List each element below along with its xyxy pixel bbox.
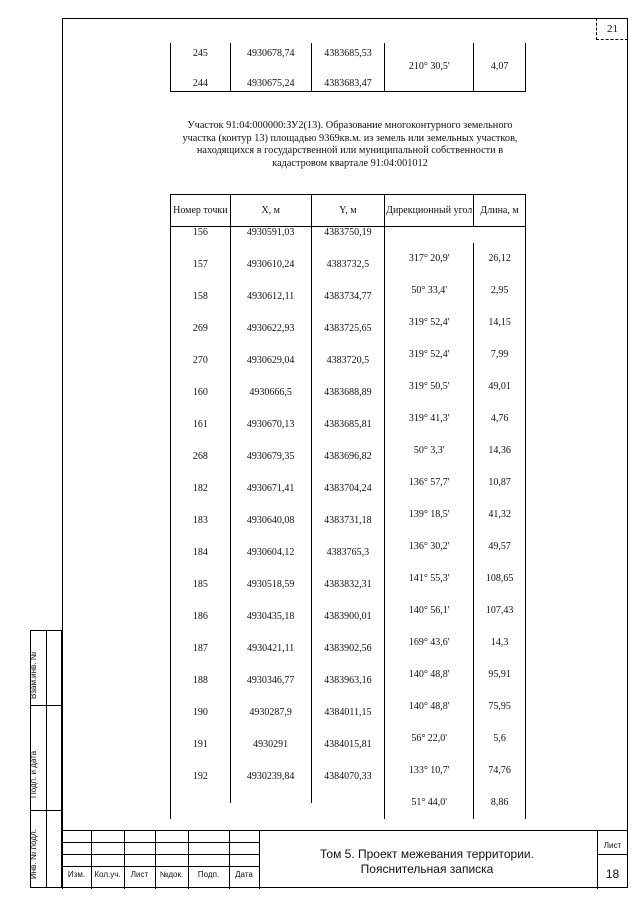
side-label-replace: Взам.инв. № bbox=[29, 651, 38, 699]
point-x: 4930346,77 bbox=[230, 675, 311, 707]
point-number: 157 bbox=[171, 259, 231, 291]
blank-cell bbox=[171, 803, 385, 819]
point-y: 4384015,81 bbox=[311, 739, 385, 771]
point-x: 4930591,03 bbox=[230, 227, 311, 259]
point-y: 4383731,18 bbox=[311, 515, 385, 547]
point-y: 4383685,81 bbox=[311, 419, 385, 451]
segment-length: 95,91 bbox=[474, 659, 526, 691]
point-y: 4383734,77 bbox=[311, 291, 385, 323]
segment-length: 14,3 bbox=[474, 627, 526, 659]
segment-angle: 319° 41,3' bbox=[385, 403, 474, 435]
side-cell-inventory bbox=[30, 810, 62, 888]
point-x: 4930671,41 bbox=[230, 483, 311, 515]
point-number: 187 bbox=[171, 643, 231, 675]
point-x: 4930287,9 bbox=[230, 707, 311, 739]
point-number: 184 bbox=[171, 547, 231, 579]
segment-angle: 319° 52,4' bbox=[385, 307, 474, 339]
segment-length: 14,36 bbox=[474, 435, 526, 467]
side-cell-signature bbox=[30, 705, 62, 811]
header-angle: Дирекционный угол bbox=[385, 195, 474, 227]
segment-angle: 50° 33,4' bbox=[385, 275, 474, 307]
point-x: 4930604,12 bbox=[230, 547, 311, 579]
segment-angle: 169° 43,6' bbox=[385, 627, 474, 659]
point-x: 4930610,24 bbox=[230, 259, 311, 291]
binding-column bbox=[30, 630, 63, 888]
segment-length: 4,07 bbox=[474, 43, 526, 91]
page-number-top: 21 bbox=[596, 18, 628, 40]
sheet-label: Лист bbox=[603, 841, 622, 850]
segment-length: 26,12 bbox=[474, 243, 526, 275]
segment-length: 4,76 bbox=[474, 403, 526, 435]
segment-angle: 141° 55,3' bbox=[385, 563, 474, 595]
point-number: 185 bbox=[171, 579, 231, 611]
point-y: 4383750,19 bbox=[311, 227, 385, 259]
point-x: 4930421,11 bbox=[230, 643, 311, 675]
point-y: 4383688,89 bbox=[311, 387, 385, 419]
segment-angle: 139° 18,5' bbox=[385, 499, 474, 531]
header-x: X, м bbox=[230, 195, 311, 227]
sheet-number: 18 bbox=[605, 867, 620, 881]
segment-angle: 133° 10,7' bbox=[385, 755, 474, 787]
segment-angle: 210° 30,5' bbox=[385, 43, 474, 91]
point-y: 4383725,65 bbox=[311, 323, 385, 355]
point-number: 192 bbox=[171, 771, 231, 803]
col-sheet: Лист bbox=[130, 870, 149, 879]
segment-length: 2,95 bbox=[474, 275, 526, 307]
segment-length: 108,65 bbox=[474, 563, 526, 595]
segment-length: 10,87 bbox=[474, 467, 526, 499]
point-x: 4930678,74 bbox=[230, 43, 311, 67]
col-count: Кол.уч. bbox=[94, 870, 121, 879]
point-y: 4383704,24 bbox=[311, 483, 385, 515]
point-x: 4930666,5 bbox=[230, 387, 311, 419]
point-x: 4930291 bbox=[230, 739, 311, 771]
segment-length: 41,32 bbox=[474, 499, 526, 531]
point-y: 4383685,53 bbox=[311, 43, 385, 67]
side-cell-replace bbox=[30, 630, 62, 706]
point-number: 158 bbox=[171, 291, 231, 323]
point-number: 156 bbox=[171, 227, 231, 259]
point-y: 4383900,01 bbox=[311, 611, 385, 643]
point-x: 4930518,59 bbox=[230, 579, 311, 611]
col-change: Изм. bbox=[67, 870, 86, 879]
point-x: 4930670,13 bbox=[230, 419, 311, 451]
segment-angle: 140° 48,8' bbox=[385, 659, 474, 691]
coordinates-table bbox=[170, 194, 526, 819]
point-number: 268 bbox=[171, 451, 231, 483]
point-y: 4383696,82 bbox=[311, 451, 385, 483]
revision-grid bbox=[62, 831, 259, 889]
segment-length: 14,15 bbox=[474, 307, 526, 339]
point-y: 4383832,31 bbox=[311, 579, 385, 611]
header-point-number: Номер точки bbox=[171, 195, 231, 227]
document-title-line1: Том 5. Проект межевания территории. bbox=[320, 847, 534, 861]
segment-angle: 136° 30,2' bbox=[385, 531, 474, 563]
header-length: Длина, м bbox=[474, 195, 526, 227]
point-number: 161 bbox=[171, 419, 231, 451]
point-y: 4383720,5 bbox=[311, 355, 385, 387]
segment-angle: 51° 44,0' bbox=[385, 787, 474, 819]
top-table bbox=[170, 43, 526, 92]
col-date: Дата bbox=[235, 870, 253, 879]
point-number: 160 bbox=[171, 387, 231, 419]
blank-cell bbox=[385, 227, 526, 243]
point-x: 4930435,18 bbox=[230, 611, 311, 643]
point-x: 4930622,93 bbox=[230, 323, 311, 355]
segment-angle: 140° 56,1' bbox=[385, 595, 474, 627]
point-x: 4930612,11 bbox=[230, 291, 311, 323]
segment-length: 49,01 bbox=[474, 371, 526, 403]
segment-angle: 319° 52,4' bbox=[385, 339, 474, 371]
point-number: 182 bbox=[171, 483, 231, 515]
segment-angle: 136° 57,7' bbox=[385, 467, 474, 499]
header-y: Y, м bbox=[311, 195, 385, 227]
point-y: 4383902,56 bbox=[311, 643, 385, 675]
segment-length: 8,86 bbox=[474, 787, 526, 819]
section-title: Участок 91:04:000000:ЗУ2(13). Образование многоконтурного земельного участка (контур 13) площадью 9369кв.м. из земель или земельных участков, находящихся в государственной или муниципальной собственности в кадастровом квартале 91:04:001012 bbox=[182, 120, 518, 169]
point-x: 4930675,24 bbox=[230, 67, 311, 91]
point-y: 4384011,15 bbox=[311, 707, 385, 739]
col-signature: Подп. bbox=[197, 870, 220, 879]
point-y: 4383683,47 bbox=[311, 67, 385, 91]
point-x: 4930239,84 bbox=[230, 771, 311, 803]
document-title bbox=[292, 847, 562, 877]
point-number: 191 bbox=[171, 739, 231, 771]
point-number: 269 bbox=[171, 323, 231, 355]
point-number: 244 bbox=[171, 67, 231, 91]
title-block bbox=[62, 830, 628, 888]
col-doc: №док. bbox=[159, 870, 184, 879]
point-y: 4384070,33 bbox=[311, 771, 385, 803]
segment-length: 49,57 bbox=[474, 531, 526, 563]
segment-length: 107,43 bbox=[474, 595, 526, 627]
point-number: 190 bbox=[171, 707, 231, 739]
point-number: 186 bbox=[171, 611, 231, 643]
segment-length: 5,6 bbox=[474, 723, 526, 755]
point-x: 4930679,35 bbox=[230, 451, 311, 483]
point-x: 4930629,04 bbox=[230, 355, 311, 387]
point-number: 188 bbox=[171, 675, 231, 707]
segment-angle: 140° 48,8' bbox=[385, 691, 474, 723]
segment-angle: 319° 50,5' bbox=[385, 371, 474, 403]
point-x: 4930640,08 bbox=[230, 515, 311, 547]
point-number: 245 bbox=[171, 43, 231, 67]
segment-angle: 50° 3,3' bbox=[385, 435, 474, 467]
segment-length: 74,76 bbox=[474, 755, 526, 787]
point-y: 4383765,3 bbox=[311, 547, 385, 579]
segment-angle: 317° 20,9' bbox=[385, 243, 474, 275]
segment-length: 75,95 bbox=[474, 691, 526, 723]
document-title-line2: Пояснительная записка bbox=[360, 862, 494, 876]
point-y: 4383963,16 bbox=[311, 675, 385, 707]
segment-length: 7,99 bbox=[474, 339, 526, 371]
segment-angle: 56° 22,0' bbox=[385, 723, 474, 755]
point-y: 4383732,5 bbox=[311, 259, 385, 291]
side-label-inventory: Инв. № подл. bbox=[29, 829, 38, 879]
side-label-signature: Подп. и дата bbox=[29, 750, 38, 798]
point-number: 270 bbox=[171, 355, 231, 387]
point-number: 183 bbox=[171, 515, 231, 547]
